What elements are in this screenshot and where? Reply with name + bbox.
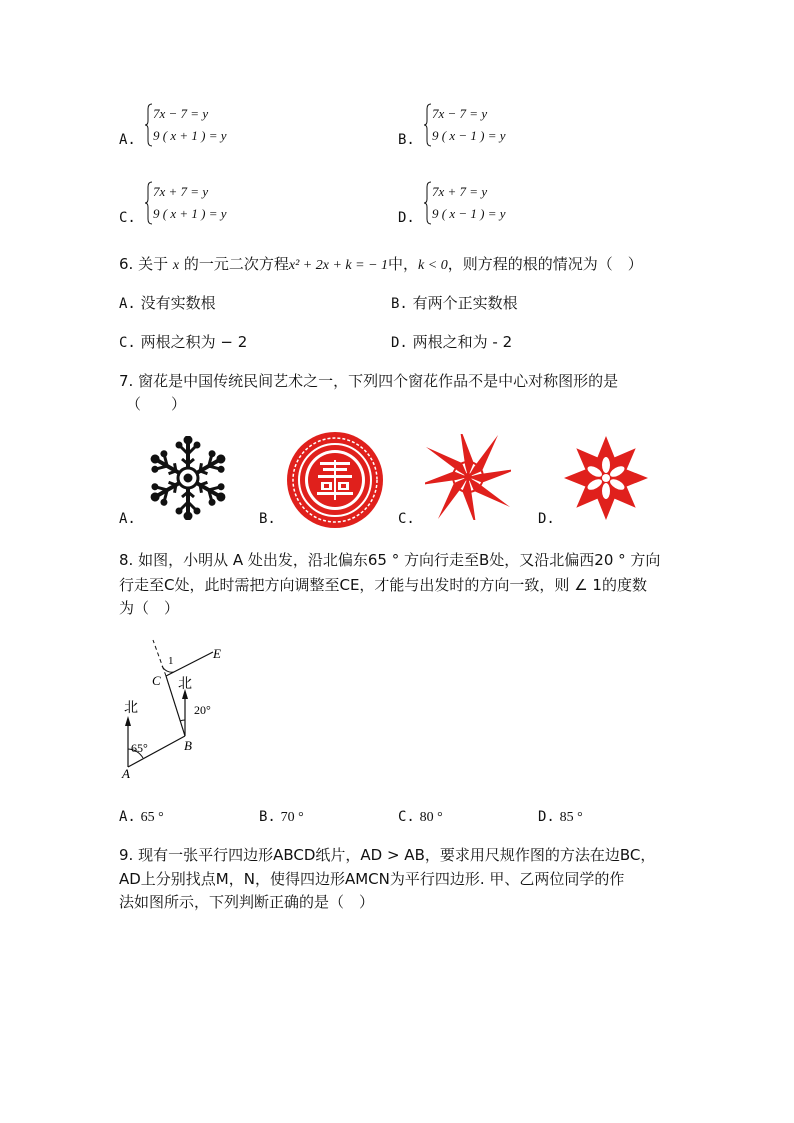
q8-option-a (119, 806, 164, 828)
q7-label-c: C. (398, 511, 415, 527)
brace-icon (145, 181, 153, 225)
equation-2: 9 ( x − 1 ) = y (432, 128, 506, 143)
snowflake-paper-cut-icon (150, 436, 226, 520)
q9-line-1: 9. 现有一张平行四边形ABCD纸片，AD > AB，要求用尺规作图的方法在边BC， (119, 846, 656, 864)
point-e-label: E (213, 646, 221, 661)
pinwheel-paper-cut-icon (425, 434, 511, 520)
q8-line-2: 行走至C处，此时需把方向调整至CE，才能与出发时的方向一致，则 ∠ 1的度数 (119, 576, 647, 594)
q9-line-2: AD上分别找点M，N，使得四边形AMCN为平行四边形. 甲、乙两位同学的作 (119, 870, 625, 888)
option-text: 两根之积为 − 2 (140, 333, 248, 351)
stem-text: 的一元二次方程 (183, 255, 289, 273)
north-label-b: 北 (178, 677, 192, 692)
eight-point-flower-paper-cut-icon (562, 434, 650, 522)
angle-1-label: 1 (168, 655, 174, 667)
option-text: 65 ° (140, 810, 164, 825)
equation-2: 9 ( x + 1 ) = y (153, 128, 227, 143)
option-label: A. (119, 132, 136, 148)
q6-option-d (391, 332, 512, 353)
equation-1: 7x + 7 = y (432, 184, 488, 199)
option-text: 80 ° (419, 810, 443, 825)
stem-text: 6. 关于 (119, 255, 169, 273)
q8-option-b (259, 806, 304, 828)
equation-system (432, 181, 506, 225)
angle-65-label: 65° (131, 741, 148, 755)
condition: k < 0 (418, 258, 448, 273)
option-text: 有两个正实数根 (412, 294, 518, 312)
option-label: C. (119, 210, 136, 226)
q8-line-3: 为（ ） (119, 599, 180, 617)
q7-paren: （ ） (126, 395, 187, 413)
option-text: 85 ° (559, 810, 583, 825)
q9-line-3: 法如图所示，下列判断正确的是（ ） (119, 893, 375, 911)
variable-x: x (172, 258, 180, 273)
north-label-a: 北 (124, 701, 138, 716)
q7-label-b: B. (259, 511, 276, 527)
option-label: D. (538, 809, 555, 825)
equation-1: 7x − 7 = y (432, 106, 488, 121)
quadratic-equation: x² + 2x + k = − 1 (288, 258, 389, 273)
option-label: B. (391, 296, 408, 312)
option-label: D. (391, 335, 408, 351)
equation-2: 9 ( x + 1 ) = y (153, 206, 227, 221)
equation-system (153, 103, 227, 147)
option-label: D. (398, 210, 415, 226)
option-label: B. (398, 132, 415, 148)
equation-system (153, 181, 227, 225)
q8-line-1: 8. 如图，小明从 A 处出发，沿北偏东65 ° 方向行走至B处，又沿北偏西20 ° 方向 (119, 551, 661, 569)
point-b-label: B (184, 738, 192, 753)
q6-stem (119, 254, 643, 276)
option-label: C. (119, 335, 136, 351)
option-label: A. (119, 809, 136, 825)
point-c-label: C (152, 673, 161, 688)
option-text: 两根之和为 - 2 (412, 333, 513, 351)
q6-option-a (119, 293, 216, 314)
brace-icon (424, 181, 432, 225)
option-text: 没有实数根 (140, 294, 216, 312)
q7-label-a: A. (119, 511, 136, 527)
q7-stem: 7. 窗花是中国传统民间艺术之一，下列四个窗花作品不是中心对称图形的是 (119, 372, 619, 390)
q7-label-d: D. (538, 511, 555, 527)
angle-20-label: 20° (194, 703, 211, 717)
q6-option-b (391, 293, 518, 314)
option-label: B. (259, 809, 276, 825)
q6-option-c (119, 332, 247, 353)
brace-icon (424, 103, 432, 147)
equation-system (432, 103, 506, 147)
option-label: C. (398, 809, 415, 825)
option-label: A. (119, 296, 136, 312)
equation-2: 9 ( x − 1 ) = y (432, 206, 506, 221)
q8-option-c (398, 806, 443, 828)
equation-1: 7x − 7 = y (153, 106, 209, 121)
stem-text: 中， (388, 255, 419, 273)
q8-direction-diagram (110, 636, 240, 784)
brace-icon (145, 103, 153, 147)
double-happiness-paper-cut-icon (285, 430, 385, 530)
equation-1: 7x + 7 = y (153, 184, 209, 199)
option-text: 70 ° (280, 810, 304, 825)
stem-text: ，则方程的根的情况为（ ） (447, 255, 643, 273)
point-a-label: A (122, 766, 130, 781)
q8-option-d (538, 806, 583, 828)
